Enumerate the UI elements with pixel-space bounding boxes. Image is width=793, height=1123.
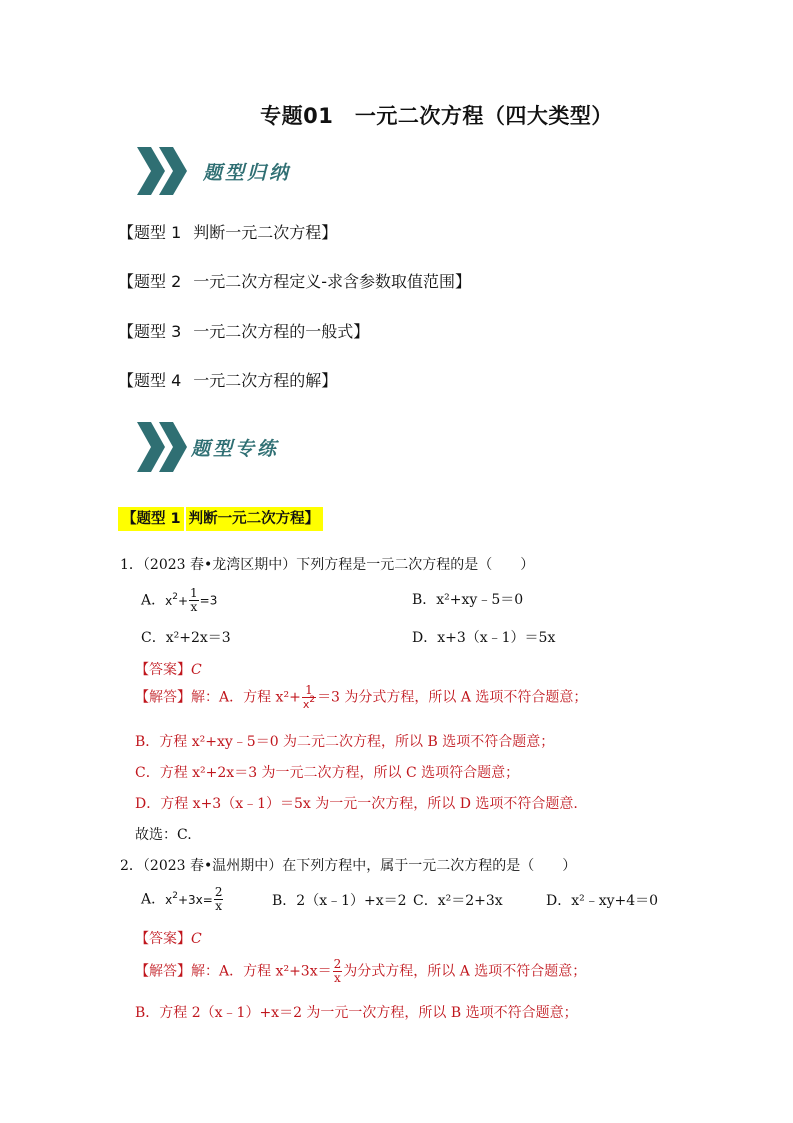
answer-value: C [191,662,202,678]
q2-option-b: B．2（x﹣1）+x＝2 [272,893,407,909]
fraction [214,886,224,913]
numerator: 1 [190,586,198,600]
numerator: 1 [302,684,316,698]
explanation-label: 【解答】 [135,689,191,706]
double-chevron-icon [133,420,193,474]
q2-option-d: D．x²﹣xy+4＝0 [546,893,659,909]
explanation-label: 【解答】 [135,963,191,980]
q2-option-a: A．$x^2+3x=$ $\frac{2}{x}$ [141,885,223,913]
toc-item-4[interactable] [118,368,337,391]
option-letter: A． [141,891,166,908]
fraction [333,958,343,985]
option-a-tail: =3 [199,593,218,608]
denominator: x [215,899,223,913]
explanation-text: ＝3 为分式方程，所以 A 选项不符合题意； [317,689,588,706]
toc-tag: 【题型 2 [118,272,182,291]
banner-label-summary: 题型归纳 [203,162,292,184]
section-tag: 【题型 1 [122,511,181,527]
page-title: 专题01 一元二次方程（四大类型） [260,104,613,128]
explanation-text: 解：A．方程 x²+ [191,689,301,706]
q2-explanation-b: B．方程 2（x﹣1）+x＝2 为一元一次方程，所以 B 选项不符合题意； [135,1005,578,1021]
banner-label-practice: 题型专练 [191,438,280,460]
answer-label: 【答案】 [135,662,191,678]
explanation-text: 解：A．方程 x²+3x＝ [191,963,332,980]
explanation-text: 为分式方程，所以 A 选项不符合题意； [343,963,587,980]
toc-tag: 【题型 1 [118,223,182,242]
q1-option-a: A．$x^2+$ $\frac{1}{x}$ =3 [141,586,218,614]
toc-text: 一元二次方程的解】 [193,371,338,390]
toc-text: 一元二次方程的一般式】 [193,322,370,341]
q2-option-c: C．x²＝2+3x [413,893,503,909]
q1-explanation-d: D．方程 x+3（x﹣1）＝5x 为一元一次方程，所以 D 选项不符合题意. [135,796,578,812]
q1-answer [135,659,202,679]
section-banner-summary [133,145,373,197]
q1-explanation-c: C．方程 x²+2x＝3 为一元二次方程，所以 C 选项符合题意； [135,765,520,781]
toc-text: 判断一元二次方程】 [193,223,338,242]
denominator: x [190,600,198,614]
denominator: $x^2$ [302,695,316,711]
q1-option-b: B．x²+xy﹣5＝0 [412,592,524,608]
numerator: 2 [333,957,342,971]
question-2-stem: 2．（2023 春•温州期中）在下列方程中，属于一元二次方程的是（ ） [120,858,577,874]
numerator: 2 [214,885,223,899]
section-heading-type1 [118,507,323,531]
toc-tag: 【题型 4 [118,371,182,390]
q1-explanation-b: B．方程 x²+xy﹣5＝0 为二元二次方程，所以 B 选项不符合题意； [135,734,555,750]
denominator: x [334,971,341,985]
toc-tag: 【题型 3 [118,322,182,341]
q1-option-d: D．x+3（x﹣1）＝5x [412,630,556,646]
toc-text: 一元二次方程定义-求含参数取值范围】 [193,272,472,291]
fraction [302,684,316,711]
q1-choice: 故选：C. [135,827,192,843]
answer-value: C [191,931,202,947]
toc-item-2[interactable] [118,269,471,292]
section-text: 判断一元二次方程】 [188,511,320,527]
q2-answer [135,928,202,948]
answer-label: 【答案】 [135,931,191,947]
toc-item-1[interactable] [118,220,337,243]
question-1-stem: 1．（2023 春•龙湾区期中）下列方程是一元二次方程的是（ ） [120,557,535,573]
fraction [189,587,199,614]
double-chevron-icon [133,145,193,197]
q1-option-c: C．x²+2x＝3 [141,630,231,646]
section-banner-practice [133,420,373,472]
q1-explanation-a [135,684,587,711]
option-letter: A． [141,592,166,609]
toc-item-3[interactable] [118,319,369,342]
q2-explanation-a [135,958,586,985]
